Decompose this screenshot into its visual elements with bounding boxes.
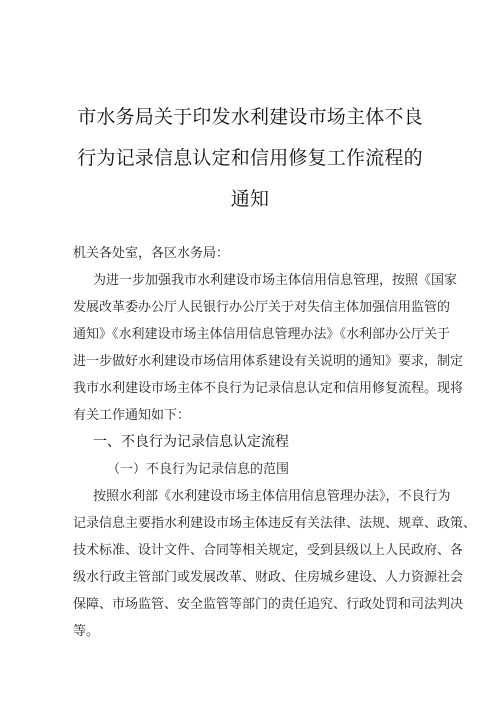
- para2-line-1: 按照水利部《水利建设市场主体信用信息管理办法》，不良行为: [93, 489, 451, 504]
- document-title-line-1: 市水务局关于印发水利建设市场主体不良: [77, 106, 423, 128]
- document-title-line-3: 通知: [230, 188, 270, 210]
- section-heading-1: 一、不良行为记录信息认定流程: [93, 434, 289, 450]
- para1-line-1: 为进一步加强我市水利建设市场主体信用信息管理，按照《国家: [93, 273, 458, 288]
- para2-line-6: 等。: [73, 624, 100, 639]
- subsection-heading-1: （一）不良行为记录信息的范围: [107, 462, 290, 477]
- para1-line-5: 我市水利建设市场主体不良行为记录信息认定和信用修复流程。现将: [73, 381, 464, 396]
- para2-line-4: 级水行政主管部门或发展改革、财政、住房城乡建设、人力资源社会: [73, 570, 464, 585]
- para2-line-3: 技术标准、设计文件、合同等相关规定，受到县级以上人民政府、各: [73, 543, 464, 558]
- para1-line-6: 有关工作通知如下：: [73, 408, 191, 423]
- para2-line-5: 保障、市场监管、安全监管等部门的责任追究、行政处罚和司法判决: [73, 597, 464, 612]
- para1-line-4: 进一步做好水利建设市场信用体系建设有关说明的通知》要求，制定: [73, 354, 464, 369]
- para2-line-2: 记录信息主要指水利建设市场主体违反有关法律、法规、规章、政策、: [73, 516, 477, 531]
- para1-line-2: 发展改革委办公厅人民银行办公厅关于对失信主体加强信用监管的: [73, 300, 451, 315]
- salutation: 机关各处室，各区水务局：: [73, 246, 230, 261]
- para1-line-3: 通知》《水利建设市场主体信用信息管理办法》《水利部办公厅关于: [73, 327, 451, 342]
- document-title-line-2: 行为记录信息认定和信用修复工作流程的: [77, 147, 423, 169]
